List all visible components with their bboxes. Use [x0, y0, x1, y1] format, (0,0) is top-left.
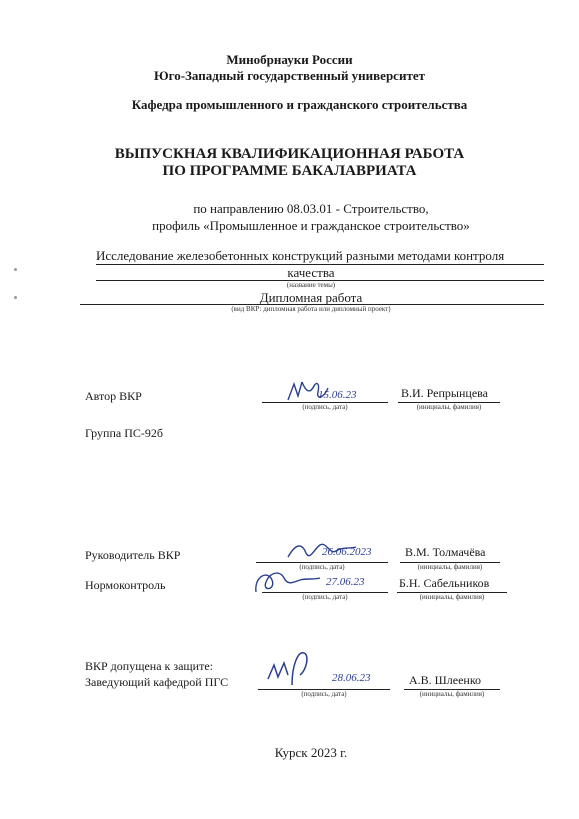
- head-of-department-label: Заведующий кафедрой ПГС: [85, 675, 229, 689]
- author-sign-caption: (подпись, дата): [302, 403, 348, 411]
- ministry-name: Минобрнауки России: [226, 52, 353, 67]
- admission-label: ВКР допущена к защите:: [85, 659, 213, 673]
- topic-line1: Исследование железобетонных конструкций разными методами контроля: [96, 248, 505, 263]
- supervisor-name: В.М. Толмачёва: [405, 545, 486, 559]
- direction-line2: профиль «Промышленное и гражданское строительство»: [152, 218, 470, 233]
- direction-line1: по направлению 08.03.01 - Строительство,: [193, 201, 429, 216]
- author-name-caption: (инициалы, фамилия): [416, 403, 482, 411]
- head-name: А.В. Шлеенко: [409, 673, 482, 687]
- work-type-caption: (вид ВКР: дипломная работа или дипломный проект): [231, 305, 391, 313]
- scan-dot: [14, 296, 17, 299]
- university-name: Юго-Западный государственный университет: [154, 68, 425, 83]
- supervisor-name-caption: (инициалы, фамилия): [417, 563, 483, 571]
- author-name: В.И. Репрынцева: [401, 386, 488, 400]
- supervisor-date: 26.06.2023: [322, 546, 372, 558]
- document-title-line2: ПО ПРОГРАММЕ БАКАЛАВРИАТА: [162, 163, 417, 179]
- author-label: Автор ВКР: [85, 389, 142, 403]
- admission-sign-caption: (подпись, дата): [301, 690, 347, 698]
- scan-dot: [14, 268, 17, 271]
- city-year: Курск 2023 г.: [274, 745, 348, 760]
- normcontrol-sign-caption: (подпись, дата): [302, 593, 348, 601]
- supervisor-label: Руководитель ВКР: [85, 548, 181, 562]
- normcontrol-name: Б.Н. Сабельников: [399, 576, 490, 590]
- work-type-value: Дипломная работа: [259, 290, 363, 305]
- head-name-caption: (инициалы, фамилия): [419, 690, 485, 698]
- group-label: Группа ПС-92б: [85, 426, 163, 440]
- normcontrol-label: Нормоконтроль: [85, 578, 166, 592]
- normcontrol-name-caption: (инициалы, фамилия): [419, 593, 485, 601]
- department-name: Кафедра промышленного и гражданского строительства: [131, 97, 468, 112]
- normcontrol-date: 27.06.23: [326, 576, 365, 588]
- admission-date: 28.06.23: [332, 672, 371, 684]
- author-date: 15.06.23: [318, 389, 357, 401]
- topic-caption: (название темы): [286, 281, 336, 289]
- document-title-line1: ВЫПУСКНАЯ КВАЛИФИКАЦИОННАЯ РАБОТА: [114, 146, 465, 162]
- topic-line2: качества: [287, 265, 335, 280]
- head-signature: [262, 645, 342, 695]
- supervisor-sign-caption: (подпись, дата): [299, 563, 345, 571]
